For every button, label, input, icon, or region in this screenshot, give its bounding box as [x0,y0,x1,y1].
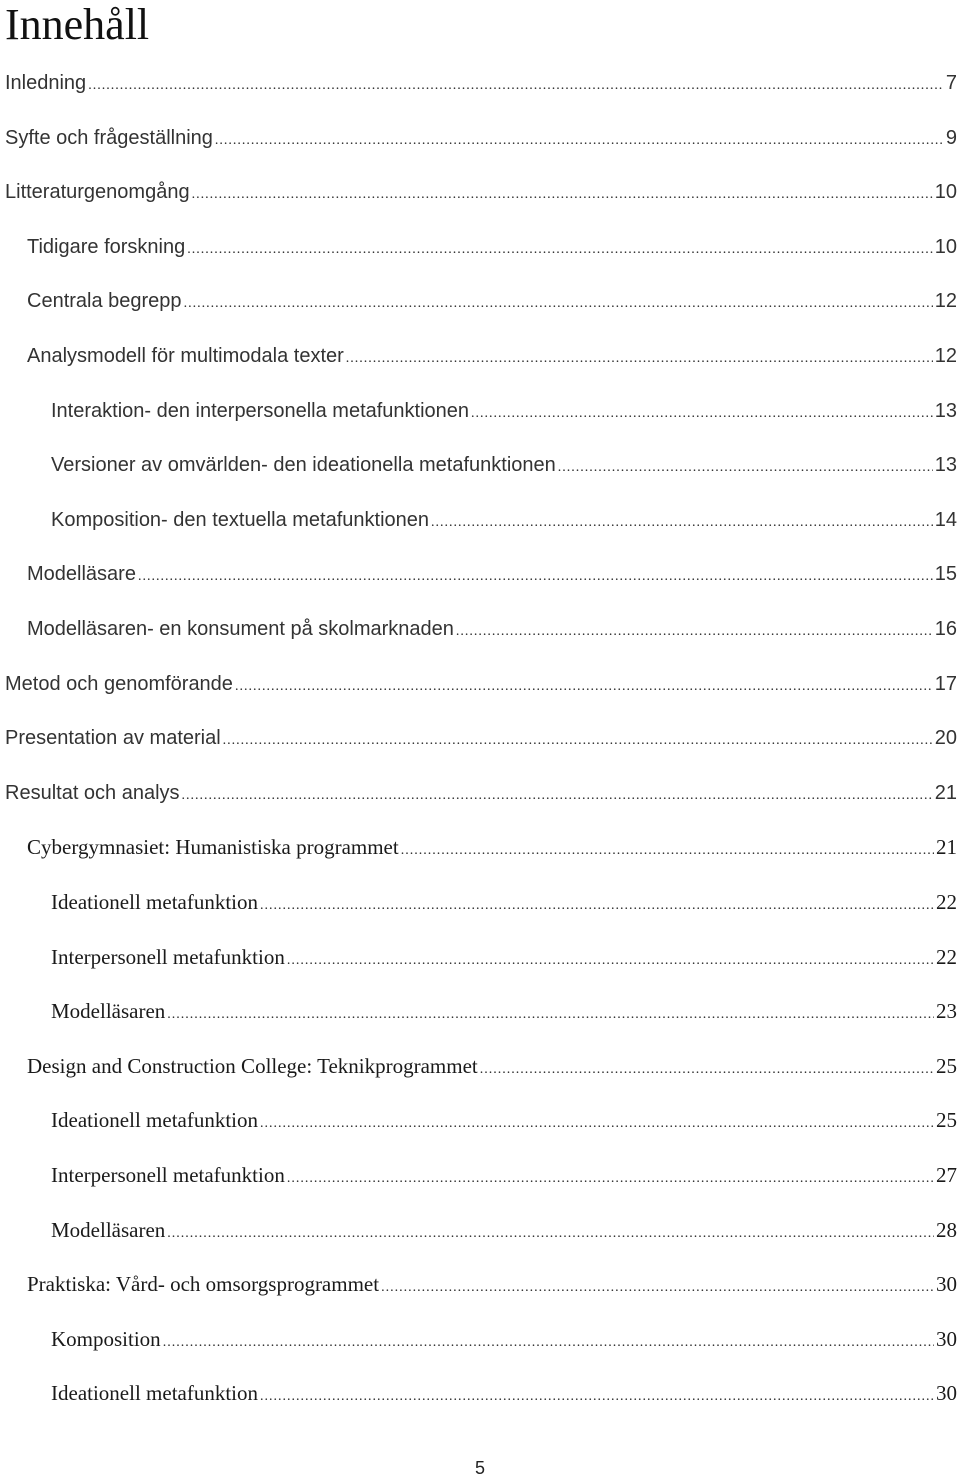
toc-entry-page: 13 [934,454,957,477]
toc-entry[interactable] [27,614,960,644]
toc-dot-leader [287,1164,934,1194]
toc-entry-label: Syfte och frågeställning [5,126,213,149]
toc-entry-page: 9 [945,126,957,149]
toc-entry[interactable] [27,1269,960,1299]
toc-entry[interactable] [27,341,960,371]
toc-dot-leader [260,1382,934,1412]
toc-entry[interactable] [27,832,960,862]
toc-entry-label: Komposition- den textuella metafunktionen [51,508,430,531]
toc-dot-leader [215,126,944,156]
toc-entry[interactable] [27,559,960,589]
toc-dot-leader [260,1109,934,1139]
toc-entry-page: 17 [934,672,957,695]
toc-dot-leader [401,836,934,866]
toc-entry-label: Cybergymnasiet: Humanistiska programmet [27,835,399,860]
toc-entry-page: 28 [936,1217,957,1242]
toc-dot-leader [287,946,934,976]
toc-entry-label: Inledning [5,72,87,94]
toc-entry-page: 30 [936,1381,957,1406]
toc-entry-label: Modelläsaren- en konsument på skolmarknaden [27,618,454,640]
toc-entry-label: Ideationell metafunktion [51,890,259,914]
toc-entry[interactable] [5,669,960,699]
toc-entry[interactable] [51,996,960,1026]
toc-entry[interactable] [51,1378,960,1408]
toc-entry-label: Analysmodell för multimodala texter [27,345,344,367]
toc-entry-page: 12 [934,345,957,367]
toc-entry-page: 25 [936,1108,957,1133]
toc-entry[interactable] [51,942,960,972]
toc-entry-label: Modelläsare [27,563,136,586]
toc-entry[interactable] [27,286,960,316]
toc-entry-label: Modelläsaren [51,1217,166,1242]
toc-entry-label: Ideationell metafunktion [51,1381,259,1406]
toc-dot-leader [558,453,933,483]
toc-entry-label: Design and Construction College: Teknikprogrammet [27,1053,478,1078]
toc-entry-label: Metod och genomförande [5,672,233,695]
toc-entry[interactable] [5,723,960,753]
toc-entry-page: 16 [934,618,957,640]
toc-entry[interactable] [51,396,960,426]
toc-entry[interactable] [5,68,960,98]
toc-dot-leader [260,891,934,921]
toc-entry-label: Centrala begrepp [27,290,182,313]
toc-entry[interactable] [5,177,960,207]
toc-dot-leader [456,617,933,647]
toc-entry-page: 25 [936,1053,957,1078]
toc-entry[interactable] [51,1160,960,1190]
toc-entry-label: Interpersonell metafunktion [51,944,285,969]
toc-entry-page: 13 [934,399,957,422]
toc-dot-leader [431,508,933,538]
toc-dot-leader [184,289,933,319]
toc-entry-page: 23 [936,999,957,1024]
toc-dot-leader [163,1328,934,1358]
toc-entry-label: Praktiska: Vård- och omsorgsprogrammet [27,1272,380,1297]
toc-dot-leader [182,781,933,811]
toc-entry-page: 7 [945,72,957,94]
toc-entry-label: Litteraturgenomgång [5,181,190,204]
toc-entry[interactable] [51,450,960,480]
toc-entry-label: Komposition [51,1326,161,1351]
toc-dot-leader [471,399,933,429]
toc-dot-leader [381,1273,934,1303]
toc-entry[interactable] [27,1051,960,1081]
toc-entry-label: Resultat och analys [5,781,180,804]
toc-entry-label: Ideationell metafunktion [51,1108,259,1133]
toc-entry-page: 12 [934,290,957,313]
page-number: 5 [474,1458,485,1478]
toc-entry-page: 27 [936,1163,957,1187]
toc-dot-leader [192,180,933,210]
toc-entry[interactable] [51,887,960,917]
toc-entry[interactable] [5,778,960,808]
toc-entry-page: 22 [936,890,957,914]
toc-dot-leader [88,71,944,101]
toc-entry-page: 21 [936,835,957,860]
toc-entry-label: Modelläsaren [51,999,166,1024]
toc-entry-label: Interaktion- den interpersonella metafunktionen [51,399,470,422]
toc-entry[interactable] [5,123,960,153]
toc-entry-page: 10 [934,181,957,204]
toc-entry-label: Interpersonell metafunktion [51,1163,285,1187]
toc-entry[interactable] [51,505,960,535]
toc-dot-leader [346,344,933,374]
toc-dot-leader [235,672,933,702]
toc-dot-leader [480,1055,934,1085]
toc-entry-page: 20 [934,727,957,750]
toc-entry[interactable] [51,1324,960,1354]
toc-entry-page: 22 [936,944,957,969]
toc-entry-label: Presentation av material [5,727,221,750]
toc-dot-leader [167,1219,934,1249]
page-title: Innehåll [5,0,150,49]
toc-dot-leader [223,726,933,756]
toc-dot-leader [187,235,933,265]
toc-dot-leader [167,1000,934,1030]
toc-entry-label: Versioner av omvärlden- den ideationella metafunktionen [51,454,556,477]
toc-dot-leader [138,562,933,592]
toc-entry[interactable] [51,1215,960,1245]
toc-entry-label: Tidigare forskning [27,235,186,258]
toc-entry-page: 14 [934,508,957,531]
toc-entry-page: 15 [934,563,957,586]
toc-entry[interactable] [51,1105,960,1135]
toc-entry[interactable] [27,232,960,262]
toc-entry-page: 10 [934,235,957,258]
toc-entry-page: 21 [934,781,957,804]
toc-entry-page: 30 [936,1272,957,1297]
toc-entry-page: 30 [936,1326,957,1351]
